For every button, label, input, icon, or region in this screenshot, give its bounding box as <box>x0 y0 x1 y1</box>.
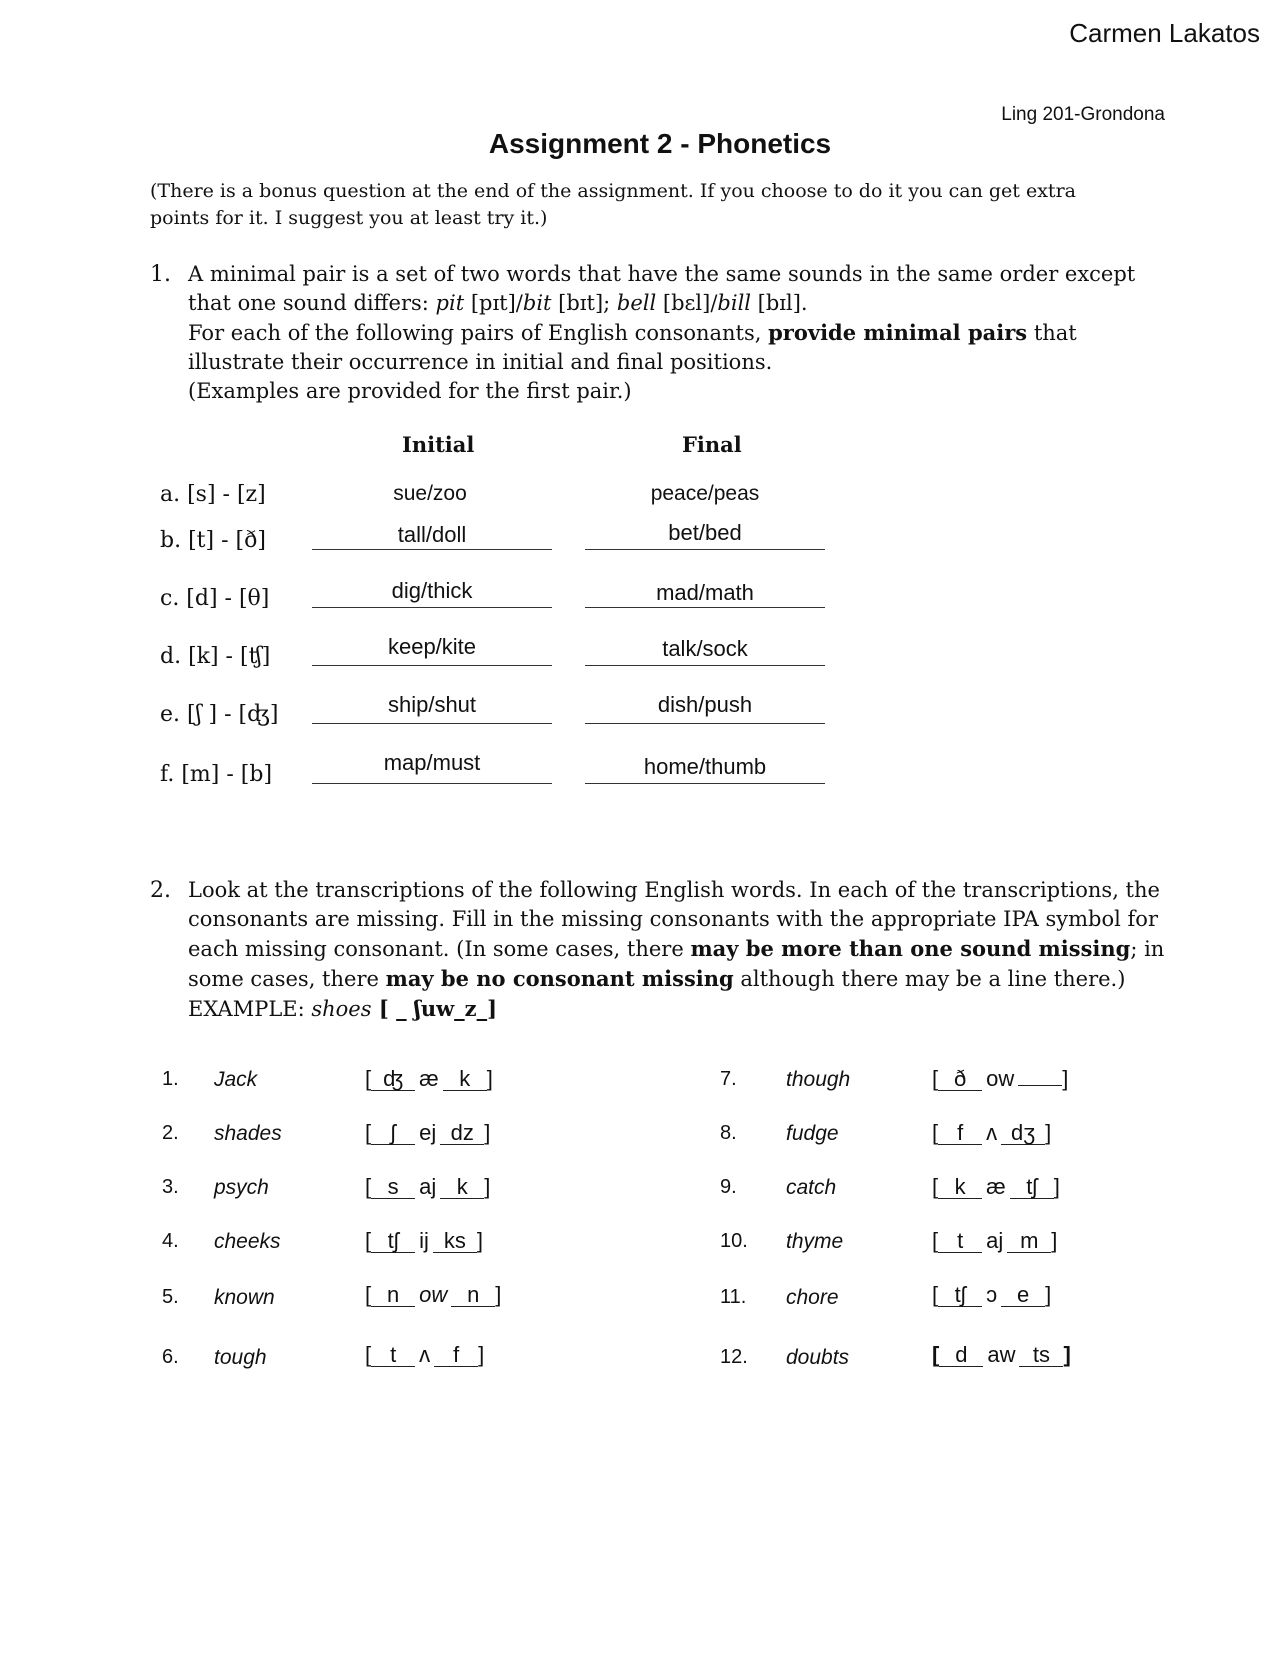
q1-line-2: that one sound differs: pit [pɪt]/bit [bɪt]; bell [bɛl]/bill [bɪl]. <box>188 291 808 315</box>
pair-label: d. [k] - [ʧ] <box>160 644 271 669</box>
item-word: known <box>214 1286 275 1309</box>
answer-initial[interactable]: dig/thick <box>391 578 473 603</box>
consonant-blank[interactable]: f <box>938 1122 982 1145</box>
consonant-blank[interactable]: k <box>443 1068 487 1091</box>
page-title: Assignment 2 - Phonetics <box>488 128 832 159</box>
consonant-blank[interactable]: ð <box>938 1068 982 1091</box>
item-transcription: [ d aw ts ] <box>932 1342 1071 1367</box>
item-transcription: [ t aj m ] <box>932 1228 1058 1253</box>
item-number: 8. <box>720 1122 737 1144</box>
answer-line-final <box>585 783 825 784</box>
consonant-blank[interactable] <box>1018 1085 1062 1086</box>
consonant-blank[interactable]: k <box>440 1176 484 1199</box>
item-number: 3. <box>162 1176 179 1198</box>
item-transcription: [ k æ tʃ ] <box>932 1174 1060 1199</box>
consonant-blank[interactable]: ts <box>1019 1344 1063 1367</box>
pair-label: a. [s] - [z] <box>160 482 266 507</box>
item-transcription: [ f ʌ dʒ ] <box>932 1120 1052 1145</box>
q2-line-1: Look at the transcriptions of the following English words. In each of the transcriptions, the <box>188 878 1160 902</box>
intro-note: (There is a bonus question at the end of the assignment. If you choose to do it you can get extra points for it. I suggest you at least try it.) <box>150 180 1076 229</box>
item-transcription: [ tʃ ɔ e ] <box>932 1282 1052 1307</box>
item-number: 9. <box>720 1176 737 1198</box>
consonant-blank[interactable]: d <box>939 1344 983 1367</box>
answer-final[interactable]: talk/sock <box>662 636 748 661</box>
consonant-blank[interactable]: s <box>371 1176 415 1199</box>
item-word: shades <box>214 1122 282 1145</box>
item-word: chore <box>786 1286 839 1309</box>
answer-final[interactable]: home/thumb <box>643 754 767 779</box>
item-word: though <box>786 1068 851 1091</box>
column-header-initial: Initial <box>402 432 475 457</box>
answer-initial[interactable]: keep/kite <box>387 634 477 659</box>
item-word: tough <box>214 1346 267 1369</box>
column-header-final: Final <box>682 432 742 457</box>
answer-line-initial <box>312 783 552 784</box>
q2-line-3: each missing consonant. (In some cases, there may be more than one sound missing; in <box>188 936 1165 961</box>
item-transcription: [ t ʌ f ] <box>365 1342 485 1367</box>
answer-line-final <box>585 607 825 608</box>
answer-initial[interactable]: tall/doll <box>397 522 467 547</box>
item-word: fudge <box>786 1122 839 1145</box>
item-number: 4. <box>162 1230 179 1252</box>
q1-line-5: (Examples are provided for the first pair.) <box>188 379 632 403</box>
answer-line-initial <box>312 607 552 608</box>
pair-label: c. [d] - [θ] <box>160 586 270 611</box>
answer-final[interactable]: bet/bed <box>668 520 742 545</box>
item-word: catch <box>786 1176 837 1199</box>
consonant-blank[interactable]: dʒ <box>1001 1122 1045 1145</box>
answer-line-final <box>585 665 825 666</box>
example-final: peace/peas <box>650 482 760 505</box>
consonant-blank[interactable]: tʃ <box>371 1230 415 1253</box>
consonant-blank[interactable]: n <box>451 1284 495 1307</box>
item-transcription: [ ʤ æ k ] <box>365 1066 493 1091</box>
item-word: Jack <box>214 1068 258 1091</box>
item-number: 6. <box>162 1346 179 1368</box>
question-1-number: 1. <box>150 262 171 287</box>
item-number: 11. <box>720 1286 747 1308</box>
question-2-text <box>188 876 1188 1024</box>
item-word: thyme <box>786 1230 844 1253</box>
consonant-blank[interactable]: ʤ <box>371 1068 415 1091</box>
answer-final[interactable]: dish/push <box>657 692 753 717</box>
q1-line-3: For each of the following pairs of English consonants, provide minimal pairs that <box>188 320 1077 345</box>
consonant-blank[interactable]: m <box>1007 1230 1051 1253</box>
item-number: 10. <box>720 1230 748 1252</box>
item-transcription: [ n ow n ] <box>365 1282 502 1307</box>
q2-line-4: some cases, there may be no consonant missing although there may be a line there.) <box>188 966 1126 991</box>
consonant-blank[interactable]: tʃ <box>938 1284 982 1307</box>
q1-line-1: A minimal pair is a set of two words that have the same sounds in the same order except <box>188 262 1136 286</box>
item-word: doubts <box>786 1346 850 1369</box>
pair-label: e. [ʃ ] - [ʤ] <box>160 702 279 727</box>
q1-line-4: illustrate their occurrence in initial and final positions. <box>188 350 773 374</box>
item-number: 12. <box>720 1346 748 1368</box>
consonant-blank[interactable]: n <box>371 1284 415 1307</box>
consonant-blank[interactable]: t <box>938 1230 982 1253</box>
consonant-blank[interactable]: t <box>371 1344 415 1367</box>
item-number: 7. <box>720 1068 737 1090</box>
item-number: 5. <box>162 1286 179 1308</box>
pair-label: f. [m] - [b] <box>160 762 273 787</box>
item-transcription: [ ð ow ] <box>932 1066 1069 1091</box>
course-label: Ling 201-Grondona <box>1001 104 1165 125</box>
answer-line-final <box>585 549 825 550</box>
question-2-number: 2. <box>150 878 171 903</box>
consonant-blank[interactable]: e <box>1001 1284 1045 1307</box>
q2-line-2: consonants are missing. Fill in the missing consonants with the appropriate IPA symbol for <box>188 907 1158 931</box>
consonant-blank[interactable]: tʃ <box>1010 1176 1054 1199</box>
answer-line-initial <box>312 549 552 550</box>
consonant-blank[interactable]: ʃ <box>371 1122 415 1145</box>
item-word: psych <box>214 1176 269 1199</box>
answer-line-initial <box>312 723 552 724</box>
answer-initial[interactable]: map/must <box>383 750 481 775</box>
answer-initial[interactable]: ship/shut <box>387 692 477 717</box>
pair-label: b. [t] - [ð] <box>160 528 266 553</box>
item-transcription: [ tʃ ij ks ] <box>365 1228 484 1253</box>
consonant-blank[interactable]: dz <box>440 1122 484 1145</box>
consonant-blank[interactable]: f <box>434 1344 478 1367</box>
item-transcription: [ s aj k ] <box>365 1174 491 1199</box>
answer-line-initial <box>312 665 552 666</box>
item-number: 2. <box>162 1122 179 1144</box>
answer-final[interactable]: mad/math <box>656 580 754 605</box>
answer-line-final <box>585 723 825 724</box>
student-name: Carmen Lakatos <box>1069 18 1260 48</box>
q2-example: EXAMPLE: shoes [ _ ʃuw_z_] <box>188 996 498 1021</box>
question-1-text <box>188 260 1148 406</box>
consonant-blank[interactable]: k <box>938 1176 982 1199</box>
item-number: 1. <box>162 1068 179 1090</box>
consonant-blank[interactable]: ks <box>433 1230 477 1253</box>
example-initial: sue/zoo <box>393 482 467 505</box>
item-word: cheeks <box>214 1230 281 1253</box>
item-transcription: [ ʃ ej dz ] <box>365 1120 491 1145</box>
